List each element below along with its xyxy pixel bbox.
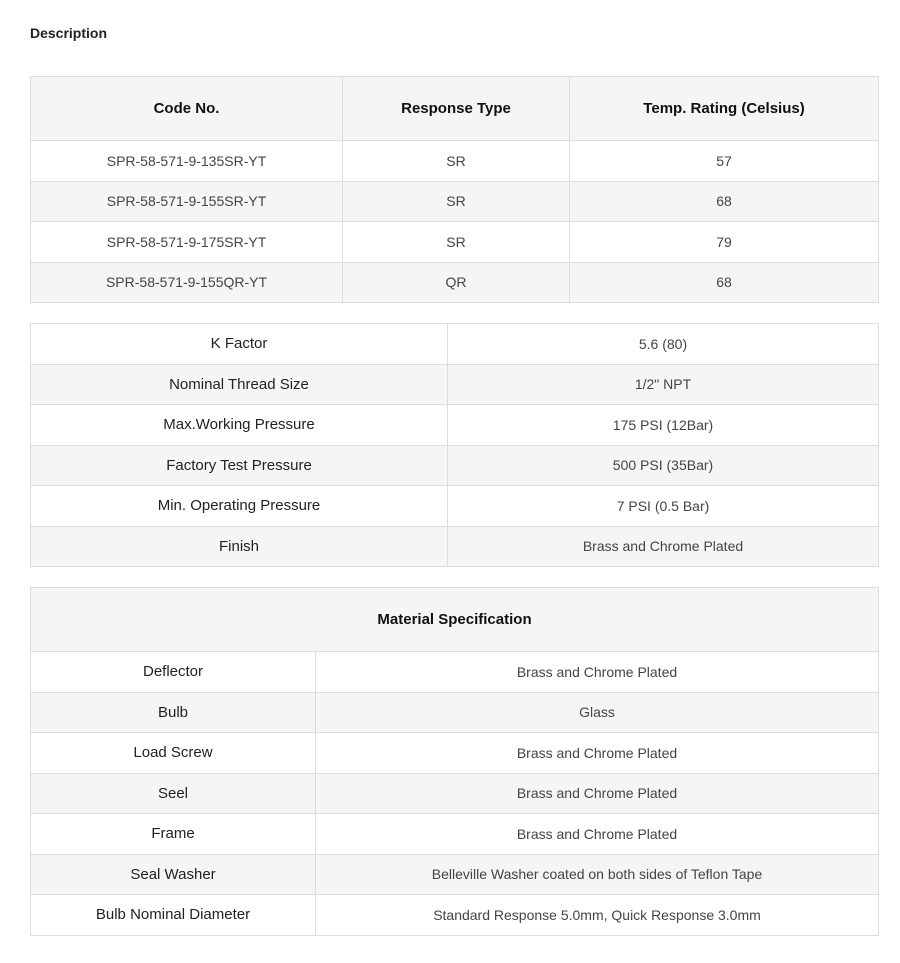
spec-label: Finish xyxy=(31,526,448,567)
material-part: Seal Washer xyxy=(31,854,316,895)
table-row xyxy=(31,141,879,182)
table-row xyxy=(31,364,879,405)
material-value: Belleville Washer coated on both sides of Teflon Tape xyxy=(316,854,879,895)
material-value: Standard Response 5.0mm, Quick Response 3.0mm xyxy=(316,895,879,936)
table-row xyxy=(31,405,879,446)
material-part: Deflector xyxy=(31,652,316,693)
spec-value: 1/2" NPT xyxy=(448,364,879,405)
table-row xyxy=(31,262,879,303)
table-row xyxy=(31,692,879,733)
spec-label: Nominal Thread Size xyxy=(31,364,448,405)
table-row xyxy=(31,814,879,855)
response-cell: SR xyxy=(343,181,570,222)
code-table xyxy=(30,76,879,303)
spec-label: Factory Test Pressure xyxy=(31,445,448,486)
spec-label: Max.Working Pressure xyxy=(31,405,448,446)
description-heading: Description xyxy=(30,25,108,41)
table-row xyxy=(31,854,879,895)
material-part: Load Screw xyxy=(31,733,316,774)
header-code-no: Code No. xyxy=(31,77,343,141)
table-row xyxy=(31,222,879,263)
spec-value: 500 PSI (35Bar) xyxy=(448,445,879,486)
temp-cell: 57 xyxy=(570,141,879,182)
code-cell: SPR-58-571-9-155QR-YT xyxy=(31,262,343,303)
header-response-type: Response Type xyxy=(343,77,570,141)
table-row xyxy=(31,181,879,222)
response-cell: SR xyxy=(343,141,570,182)
response-cell: SR xyxy=(343,222,570,263)
material-part: Bulb Nominal Diameter xyxy=(31,895,316,936)
temp-cell: 68 xyxy=(570,181,879,222)
material-part: Bulb xyxy=(31,692,316,733)
material-value: Brass and Chrome Plated xyxy=(316,652,879,693)
code-cell: SPR-58-571-9-135SR-YT xyxy=(31,141,343,182)
material-table xyxy=(30,587,879,936)
material-value: Brass and Chrome Plated xyxy=(316,773,879,814)
material-value: Glass xyxy=(316,692,879,733)
table-row xyxy=(31,526,879,567)
code-cell: SPR-58-571-9-175SR-YT xyxy=(31,222,343,263)
material-header-row xyxy=(31,588,879,652)
material-part: Seel xyxy=(31,773,316,814)
temp-cell: 79 xyxy=(570,222,879,263)
table-row xyxy=(31,733,879,774)
code-cell: SPR-58-571-9-155SR-YT xyxy=(31,181,343,222)
spec-label: K Factor xyxy=(31,324,448,365)
material-value: Brass and Chrome Plated xyxy=(316,814,879,855)
table-row xyxy=(31,652,879,693)
spec-value: 5.6 (80) xyxy=(448,324,879,365)
table-row xyxy=(31,445,879,486)
header-temp-rating: Temp. Rating (Celsius) xyxy=(570,77,879,141)
spec-value: Brass and Chrome Plated xyxy=(448,526,879,567)
spec-value: 175 PSI (12Bar) xyxy=(448,405,879,446)
table-row xyxy=(31,486,879,527)
table-row xyxy=(31,895,879,936)
material-table-title: Material Specification xyxy=(31,588,879,652)
spec-label: Min. Operating Pressure xyxy=(31,486,448,527)
material-part: Frame xyxy=(31,814,316,855)
temp-cell: 68 xyxy=(570,262,879,303)
spec-table xyxy=(30,323,879,567)
code-table-header-row xyxy=(31,77,879,141)
response-cell: QR xyxy=(343,262,570,303)
table-row xyxy=(31,773,879,814)
table-row xyxy=(31,324,879,365)
material-value: Brass and Chrome Plated xyxy=(316,733,879,774)
spec-value: 7 PSI (0.5 Bar) xyxy=(448,486,879,527)
